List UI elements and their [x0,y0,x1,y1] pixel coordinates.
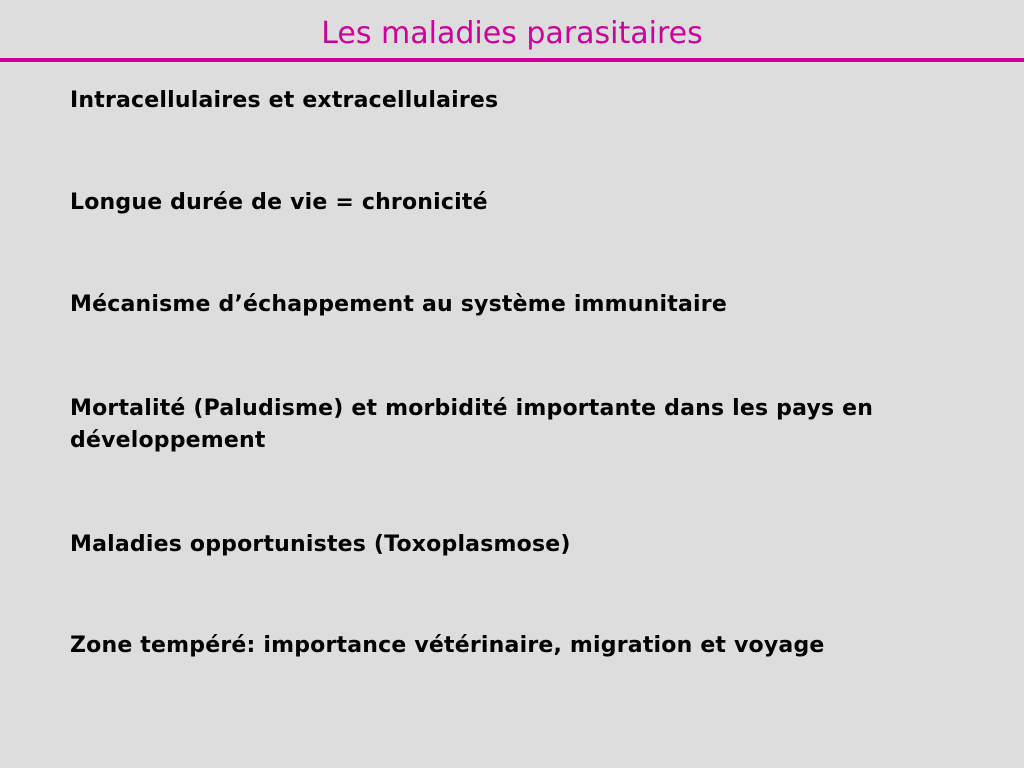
bullet-mortality: Mortalité (Paludisme) et morbidité importante dans les pays en développement [70,396,874,453]
bullet-temperate-zone: Zone tempéré: importance vétérinaire, migration et voyage [70,633,825,658]
bullet-lifespan: Longue durée de vie = chronicité [70,190,488,215]
bullet-intracellular: Intracellulaires et extracellulaires [70,88,499,113]
bullet-immune-escape: Mécanisme d’échappement au système immunitaire [70,292,727,317]
slide-title: Les maladies parasitaires [321,16,703,51]
bullet-opportunistic: Maladies opportunistes (Toxoplasmose) [70,532,571,557]
title-divider [0,58,1024,62]
